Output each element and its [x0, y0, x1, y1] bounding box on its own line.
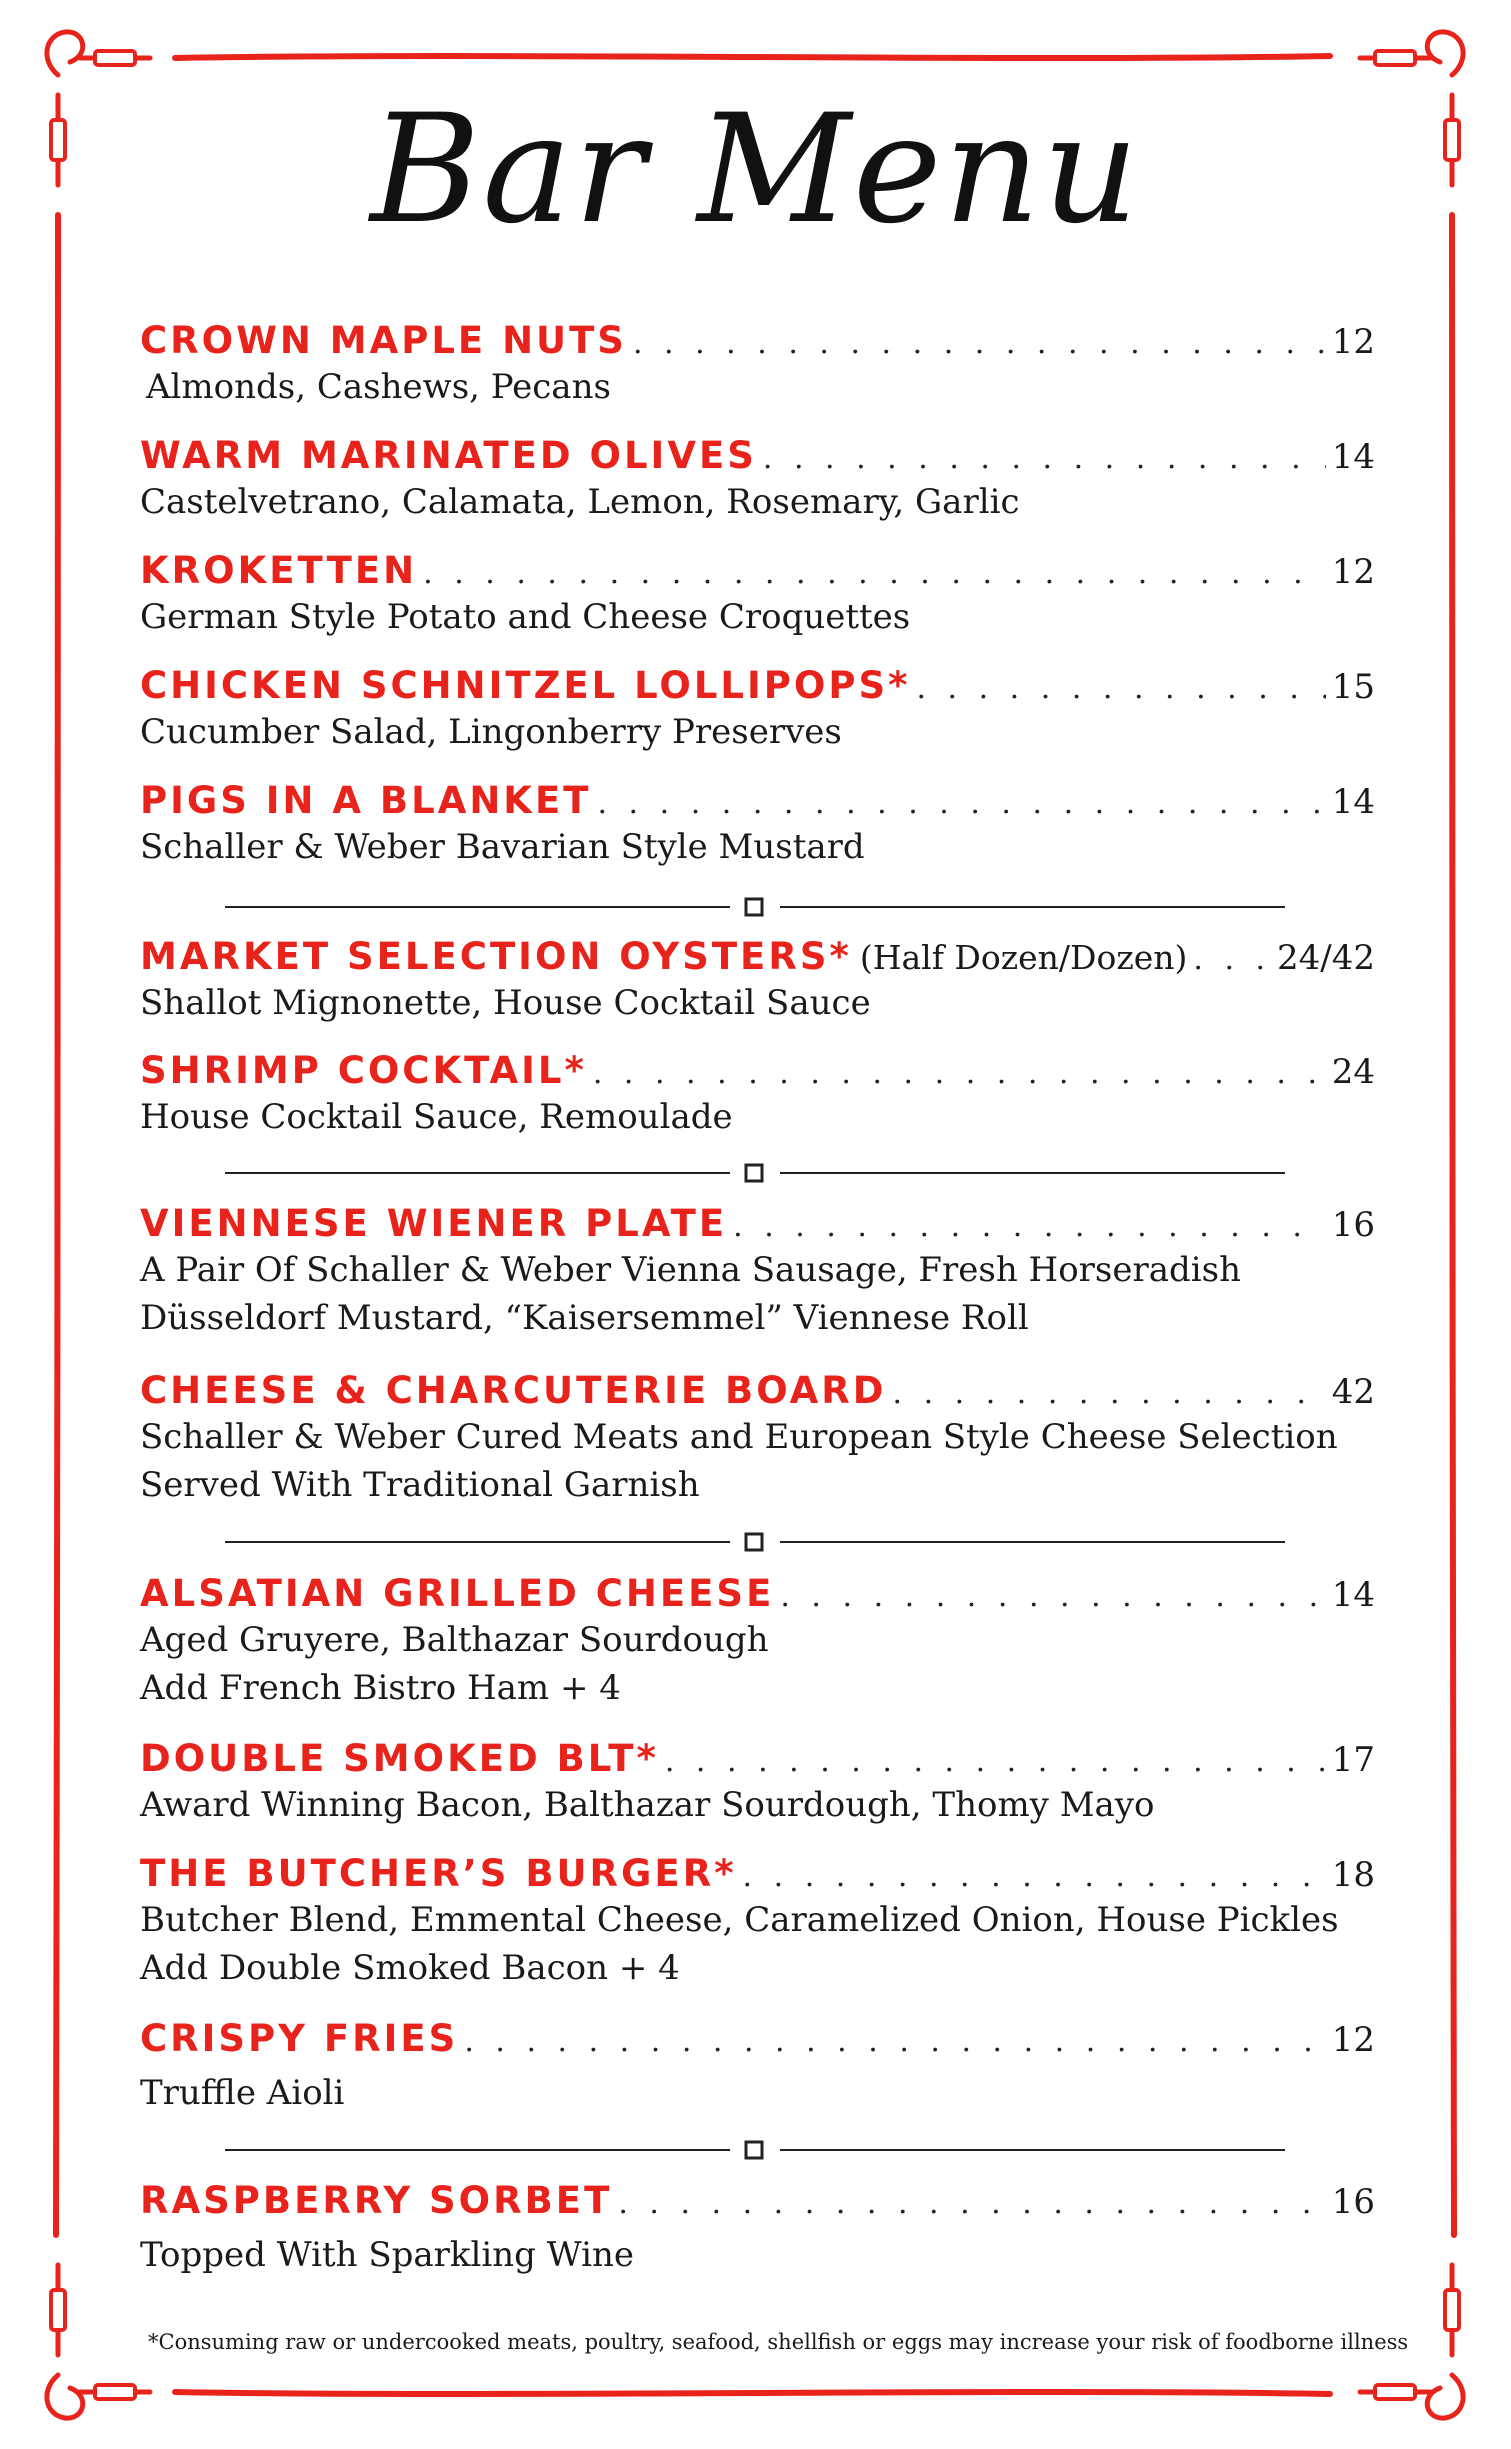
item-description: German Style Potato and Cheese Croquettes	[140, 596, 911, 637]
menu-item	[140, 2180, 1375, 2279]
item-description: Served With Traditional Garnish	[140, 1464, 700, 1505]
menu-item	[140, 1203, 1375, 1342]
menu-item	[140, 780, 1375, 871]
dot-leader	[916, 671, 1325, 706]
dot-leader	[464, 2024, 1325, 2059]
menu-item	[140, 435, 1375, 526]
item-description: Düsseldorf Mustard, “Kaisersemmel” Viennese Roll	[140, 1297, 1029, 1338]
item-description: Shallot Mignonette, House Cocktail Sauce	[140, 982, 871, 1023]
item-description: Schaller & Weber Bavarian Style Mustard	[140, 826, 865, 867]
item-description: Cucumber Salad, Lingonberry Preserves	[140, 711, 842, 752]
section-divider	[225, 2140, 1285, 2160]
food-safety-footnote: *Consuming raw or undercooked meats, poultry, seafood, shellfish or eggs may increase your risk of foodborne illness	[148, 2330, 1409, 2354]
menu-item	[140, 936, 1375, 1027]
dot-leader	[893, 1376, 1326, 1411]
dot-leader	[597, 786, 1325, 821]
dot-leader	[763, 441, 1326, 476]
item-description: Topped With Sparkling Wine	[140, 2234, 634, 2275]
section-divider	[225, 1163, 1285, 1183]
dot-leader	[423, 556, 1326, 591]
item-description: Aged Gruyere, Balthazar Sourdough	[140, 1619, 769, 1660]
item-description: Schaller & Weber Cured Meats and European Style Cheese Selection	[140, 1416, 1338, 1457]
item-name: SHRIMP COCKTAIL*	[140, 1049, 587, 1092]
dot-leader	[665, 1744, 1326, 1779]
item-price: 14	[1331, 1575, 1375, 1615]
item-name: DOUBLE SMOKED BLT*	[140, 1737, 659, 1780]
item-portion-note: (Half Dozen/Dozen)	[859, 938, 1188, 977]
item-price: 15	[1331, 667, 1375, 707]
menu-item	[140, 1370, 1375, 1509]
dot-leader	[618, 2186, 1325, 2221]
item-price: 42	[1331, 1372, 1375, 1412]
dot-leader	[1193, 942, 1271, 977]
item-description: Butcher Blend, Emmental Cheese, Caramelized Onion, House Pickles	[140, 1899, 1339, 1940]
item-price: 16	[1331, 1205, 1375, 1245]
item-description: Castelvetrano, Calamata, Lemon, Rosemary, Garlic	[140, 481, 1020, 522]
menu-item	[140, 2018, 1375, 2117]
item-description: Award Winning Bacon, Balthazar Sourdough, Thomy Mayo	[140, 1784, 1155, 1825]
item-description: Add Double Smoked Bacon + 4	[140, 1947, 680, 1988]
item-description: Almonds, Cashews, Pecans	[146, 366, 611, 407]
item-name: PIGS IN A BLANKET	[140, 779, 592, 822]
item-price: 16	[1331, 2182, 1375, 2222]
item-price: 12	[1331, 322, 1375, 362]
menu-item	[140, 1573, 1375, 1712]
item-name: WARM MARINATED OLIVES	[140, 434, 757, 477]
item-price: 12	[1331, 2020, 1375, 2060]
dot-leader	[593, 1056, 1326, 1091]
item-name: VIENNESE WIENER PLATE	[140, 1202, 728, 1245]
dot-leader	[743, 1859, 1326, 1894]
menu-item	[140, 320, 1375, 411]
dot-leader	[733, 1209, 1326, 1244]
item-name: CHEESE & CHARCUTERIE BOARD	[140, 1369, 887, 1412]
dot-leader	[633, 326, 1326, 361]
menu-item	[140, 665, 1375, 756]
menu-item	[140, 1050, 1375, 1141]
item-name: CROWN MAPLE NUTS	[140, 319, 627, 362]
item-description: House Cocktail Sauce, Remoulade	[140, 1096, 733, 1137]
item-description: A Pair Of Schaller & Weber Vienna Sausage, Fresh Horseradish	[140, 1249, 1241, 1290]
item-name: KROKETTEN	[140, 549, 418, 592]
item-price: 24/42	[1277, 938, 1375, 978]
menu-title: Bar Menu	[370, 83, 1141, 257]
item-price: 17	[1331, 1740, 1375, 1780]
item-name: CRISPY FRIES	[140, 2017, 459, 2060]
section-divider	[225, 1532, 1285, 1552]
item-description: Truffle Aioli	[140, 2072, 345, 2113]
item-name: MARKET SELECTION OYSTERS*	[140, 935, 852, 978]
menu-item	[140, 550, 1375, 641]
item-price: 14	[1331, 782, 1375, 822]
item-price: 14	[1331, 437, 1375, 477]
item-price: 24	[1331, 1052, 1375, 1092]
item-price: 12	[1331, 552, 1375, 592]
menu-item	[140, 1853, 1375, 1992]
item-name: ALSATIAN GRILLED CHEESE	[140, 1572, 775, 1615]
item-price: 18	[1331, 1855, 1375, 1895]
section-divider	[225, 897, 1285, 917]
dot-leader	[780, 1579, 1325, 1614]
item-name: THE BUTCHER’S BURGER*	[140, 1852, 737, 1895]
menu-item	[140, 1738, 1375, 1829]
item-description: Add French Bistro Ham + 4	[140, 1667, 621, 1708]
item-name: CHICKEN SCHNITZEL LOLLIPOPS*	[140, 664, 911, 707]
item-name: RASPBERRY SORBET	[140, 2179, 613, 2222]
